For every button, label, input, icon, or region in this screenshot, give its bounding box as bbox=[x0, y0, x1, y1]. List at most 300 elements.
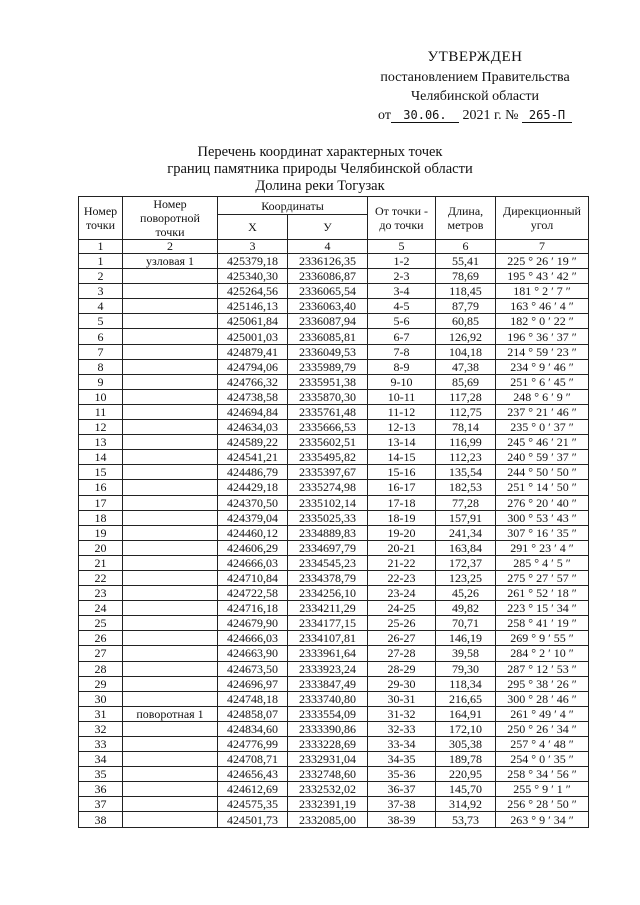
y-cell: 2334545,23 bbox=[288, 555, 368, 570]
length-cell: 45,26 bbox=[436, 586, 496, 601]
length-cell: 123,25 bbox=[436, 570, 496, 585]
resolution-number: 265-П bbox=[522, 108, 572, 123]
x-cell: 424429,18 bbox=[218, 480, 288, 495]
angle-cell: 285 ° 4 ′ 5 ″ bbox=[496, 555, 589, 570]
segment-cell: 38-39 bbox=[368, 812, 436, 827]
table-row bbox=[79, 797, 589, 812]
header-angle: Дирекционный угол bbox=[496, 197, 589, 240]
angle-cell: 251 ° 14 ′ 50 ″ bbox=[496, 480, 589, 495]
x-cell: 424776,99 bbox=[218, 737, 288, 752]
length-cell: 220,95 bbox=[436, 767, 496, 782]
x-cell: 425001,03 bbox=[218, 329, 288, 344]
turn-point-cell: поворотная 1 bbox=[123, 706, 218, 721]
angle-cell: 295 ° 38 ′ 26 ″ bbox=[496, 676, 589, 691]
x-cell: 424486,79 bbox=[218, 465, 288, 480]
x-cell: 424666,03 bbox=[218, 631, 288, 646]
point-no-cell: 28 bbox=[79, 661, 123, 676]
table-row bbox=[79, 782, 589, 797]
column-number: 5 bbox=[368, 240, 436, 254]
header-turn-point: Номер поворотной точки bbox=[123, 197, 218, 240]
point-no-cell: 17 bbox=[79, 495, 123, 510]
point-no-cell: 34 bbox=[79, 752, 123, 767]
length-cell: 145,70 bbox=[436, 782, 496, 797]
segment-cell: 15-16 bbox=[368, 465, 436, 480]
angle-cell: 300 ° 53 ′ 43 ″ bbox=[496, 510, 589, 525]
x-cell: 424673,50 bbox=[218, 661, 288, 676]
angle-cell: 240 ° 59 ′ 37 ″ bbox=[496, 450, 589, 465]
point-no-cell: 16 bbox=[79, 480, 123, 495]
point-no-cell: 10 bbox=[79, 389, 123, 404]
column-number: 2 bbox=[123, 240, 218, 254]
turn-point-cell bbox=[123, 525, 218, 540]
y-cell: 2332931,04 bbox=[288, 752, 368, 767]
point-no-cell: 11 bbox=[79, 404, 123, 419]
length-cell: 77,28 bbox=[436, 495, 496, 510]
point-no-cell: 4 bbox=[79, 299, 123, 314]
point-no-cell: 29 bbox=[79, 676, 123, 691]
segment-cell: 28-29 bbox=[368, 661, 436, 676]
table-row bbox=[79, 404, 589, 419]
segment-cell: 37-38 bbox=[368, 797, 436, 812]
point-no-cell: 24 bbox=[79, 601, 123, 616]
x-cell: 424606,29 bbox=[218, 540, 288, 555]
length-cell: 47,38 bbox=[436, 359, 496, 374]
length-cell: 104,18 bbox=[436, 344, 496, 359]
x-cell: 424460,12 bbox=[218, 525, 288, 540]
turn-point-cell bbox=[123, 631, 218, 646]
turn-point-cell bbox=[123, 480, 218, 495]
angle-cell: 291 ° 23 ′ 4 ″ bbox=[496, 540, 589, 555]
angle-cell: 254 ° 0 ′ 35 ″ bbox=[496, 752, 589, 767]
x-cell: 424738,58 bbox=[218, 389, 288, 404]
x-cell: 425264,56 bbox=[218, 284, 288, 299]
point-no-cell: 23 bbox=[79, 586, 123, 601]
angle-cell: 163 ° 46 ′ 4 ″ bbox=[496, 299, 589, 314]
y-cell: 2336085,81 bbox=[288, 329, 368, 344]
y-cell: 2332085,00 bbox=[288, 812, 368, 827]
segment-cell: 11-12 bbox=[368, 404, 436, 419]
turn-point-cell bbox=[123, 299, 218, 314]
x-cell: 424748,18 bbox=[218, 691, 288, 706]
segment-cell: 3-4 bbox=[368, 284, 436, 299]
segment-cell: 22-23 bbox=[368, 570, 436, 585]
length-cell: 216,65 bbox=[436, 691, 496, 706]
segment-cell: 12-13 bbox=[368, 420, 436, 435]
point-no-cell: 38 bbox=[79, 812, 123, 827]
y-cell: 2332748,60 bbox=[288, 767, 368, 782]
header-length: Длина, метров bbox=[436, 197, 496, 240]
table-row bbox=[79, 269, 589, 284]
table-row bbox=[79, 631, 589, 646]
y-cell: 2336065,54 bbox=[288, 284, 368, 299]
table-row bbox=[79, 661, 589, 676]
y-cell: 2333390,86 bbox=[288, 721, 368, 736]
turn-point-cell bbox=[123, 797, 218, 812]
x-cell: 424679,90 bbox=[218, 616, 288, 631]
y-cell: 2336126,35 bbox=[288, 254, 368, 269]
length-cell: 85,69 bbox=[436, 374, 496, 389]
length-cell: 70,71 bbox=[436, 616, 496, 631]
table-row bbox=[79, 465, 589, 480]
turn-point-cell bbox=[123, 752, 218, 767]
angle-cell: 251 ° 6 ′ 45 ″ bbox=[496, 374, 589, 389]
x-cell: 424710,84 bbox=[218, 570, 288, 585]
point-no-cell: 37 bbox=[79, 797, 123, 812]
turn-point-cell bbox=[123, 721, 218, 736]
segment-cell: 7-8 bbox=[368, 344, 436, 359]
header-x: X bbox=[218, 215, 288, 240]
angle-cell: 258 ° 41 ′ 19 ″ bbox=[496, 616, 589, 631]
table-row bbox=[79, 254, 589, 269]
turn-point-cell bbox=[123, 329, 218, 344]
segment-cell: 33-34 bbox=[368, 737, 436, 752]
y-cell: 2334211,29 bbox=[288, 601, 368, 616]
point-no-cell: 3 bbox=[79, 284, 123, 299]
point-no-cell: 7 bbox=[79, 344, 123, 359]
point-no-cell: 6 bbox=[79, 329, 123, 344]
length-cell: 146,19 bbox=[436, 631, 496, 646]
segment-cell: 9-10 bbox=[368, 374, 436, 389]
angle-cell: 196 ° 36 ′ 37 ″ bbox=[496, 329, 589, 344]
heading-line-3: Долина реки Тогузак bbox=[255, 178, 385, 194]
point-no-cell: 8 bbox=[79, 359, 123, 374]
x-cell: 424370,50 bbox=[218, 495, 288, 510]
turn-point-cell bbox=[123, 812, 218, 827]
point-no-cell: 31 bbox=[79, 706, 123, 721]
angle-cell: 225 ° 26 ′ 19 ″ bbox=[496, 254, 589, 269]
table-row bbox=[79, 601, 589, 616]
turn-point-cell bbox=[123, 767, 218, 782]
point-no-cell: 1 bbox=[79, 254, 123, 269]
point-no-cell: 12 bbox=[79, 420, 123, 435]
segment-cell: 35-36 bbox=[368, 767, 436, 782]
length-cell: 60,85 bbox=[436, 314, 496, 329]
turn-point-cell bbox=[123, 435, 218, 450]
point-no-cell: 18 bbox=[79, 510, 123, 525]
segment-cell: 6-7 bbox=[368, 329, 436, 344]
table-row bbox=[79, 344, 589, 359]
y-cell: 2335495,82 bbox=[288, 450, 368, 465]
table-row bbox=[79, 706, 589, 721]
y-cell: 2333740,80 bbox=[288, 691, 368, 706]
table-row bbox=[79, 359, 589, 374]
y-cell: 2335025,33 bbox=[288, 510, 368, 525]
y-cell: 2333847,49 bbox=[288, 676, 368, 691]
angle-cell: 237 ° 21 ′ 46 ″ bbox=[496, 404, 589, 419]
segment-cell: 21-22 bbox=[368, 555, 436, 570]
approval-block bbox=[350, 48, 600, 125]
turn-point-cell bbox=[123, 782, 218, 797]
length-cell: 314,92 bbox=[436, 797, 496, 812]
angle-cell: 182 ° 0 ′ 22 ″ bbox=[496, 314, 589, 329]
turn-point-cell bbox=[123, 646, 218, 661]
table-row bbox=[79, 435, 589, 450]
angle-cell: 245 ° 46 ′ 21 ″ bbox=[496, 435, 589, 450]
length-cell: 163,84 bbox=[436, 540, 496, 555]
table-row bbox=[79, 374, 589, 389]
x-cell: 425146,13 bbox=[218, 299, 288, 314]
angle-cell: 195 ° 43 ′ 42 ″ bbox=[496, 269, 589, 284]
y-cell: 2334378,79 bbox=[288, 570, 368, 585]
table-row bbox=[79, 299, 589, 314]
point-no-cell: 13 bbox=[79, 435, 123, 450]
angle-cell: 307 ° 16 ′ 35 ″ bbox=[496, 525, 589, 540]
y-cell: 2332532,02 bbox=[288, 782, 368, 797]
year-text: 2021 г. № bbox=[462, 108, 519, 123]
y-cell: 2334256,10 bbox=[288, 586, 368, 601]
angle-cell: 300 ° 28 ′ 46 ″ bbox=[496, 691, 589, 706]
angle-cell: 234 ° 9 ′ 46 ″ bbox=[496, 359, 589, 374]
x-cell: 424541,21 bbox=[218, 450, 288, 465]
length-cell: 135,54 bbox=[436, 465, 496, 480]
turn-point-cell bbox=[123, 269, 218, 284]
table-row bbox=[79, 616, 589, 631]
turn-point-cell bbox=[123, 404, 218, 419]
turn-point-cell bbox=[123, 586, 218, 601]
point-no-cell: 25 bbox=[79, 616, 123, 631]
segment-cell: 8-9 bbox=[368, 359, 436, 374]
segment-cell: 4-5 bbox=[368, 299, 436, 314]
angle-cell: 287 ° 12 ′ 53 ″ bbox=[496, 661, 589, 676]
turn-point-cell bbox=[123, 420, 218, 435]
x-cell: 424656,43 bbox=[218, 767, 288, 782]
table-row bbox=[79, 570, 589, 585]
y-cell: 2336049,53 bbox=[288, 344, 368, 359]
point-no-cell: 19 bbox=[79, 525, 123, 540]
table-row bbox=[79, 691, 589, 706]
table-row bbox=[79, 767, 589, 782]
segment-cell: 16-17 bbox=[368, 480, 436, 495]
turn-point-cell bbox=[123, 616, 218, 631]
header-y: У bbox=[288, 215, 368, 240]
point-no-cell: 27 bbox=[79, 646, 123, 661]
x-cell: 424501,73 bbox=[218, 812, 288, 827]
x-cell: 424858,07 bbox=[218, 706, 288, 721]
segment-cell: 2-3 bbox=[368, 269, 436, 284]
angle-cell: 269 ° 9 ′ 55 ″ bbox=[496, 631, 589, 646]
angle-cell: 181 ° 2 ′ 7 ″ bbox=[496, 284, 589, 299]
segment-cell: 14-15 bbox=[368, 450, 436, 465]
turn-point-cell bbox=[123, 389, 218, 404]
turn-point-cell bbox=[123, 344, 218, 359]
point-no-cell: 21 bbox=[79, 555, 123, 570]
y-cell: 2334107,81 bbox=[288, 631, 368, 646]
length-cell: 112,75 bbox=[436, 404, 496, 419]
column-number: 1 bbox=[79, 240, 123, 254]
table-body bbox=[79, 254, 589, 828]
x-cell: 424794,06 bbox=[218, 359, 288, 374]
turn-point-cell bbox=[123, 495, 218, 510]
segment-cell: 23-24 bbox=[368, 586, 436, 601]
angle-cell: 263 ° 9 ′ 34 ″ bbox=[496, 812, 589, 827]
y-cell: 2333228,69 bbox=[288, 737, 368, 752]
segment-cell: 34-35 bbox=[368, 752, 436, 767]
x-cell: 424879,41 bbox=[218, 344, 288, 359]
x-cell: 424722,58 bbox=[218, 586, 288, 601]
column-number-row bbox=[79, 240, 589, 254]
x-cell: 425340,30 bbox=[218, 269, 288, 284]
table-row bbox=[79, 510, 589, 525]
table-row bbox=[79, 540, 589, 555]
length-cell: 49,82 bbox=[436, 601, 496, 616]
point-no-cell: 15 bbox=[79, 465, 123, 480]
length-cell: 55,41 bbox=[436, 254, 496, 269]
table-row bbox=[79, 752, 589, 767]
turn-point-cell: узловая 1 bbox=[123, 254, 218, 269]
length-cell: 117,28 bbox=[436, 389, 496, 404]
length-cell: 79,30 bbox=[436, 661, 496, 676]
x-cell: 425379,18 bbox=[218, 254, 288, 269]
length-cell: 172,10 bbox=[436, 721, 496, 736]
y-cell: 2335602,51 bbox=[288, 435, 368, 450]
angle-cell: 255 ° 9 ′ 1 ″ bbox=[496, 782, 589, 797]
length-cell: 189,78 bbox=[436, 752, 496, 767]
y-cell: 2335761,48 bbox=[288, 404, 368, 419]
header-point-no: Номер точки bbox=[79, 197, 123, 240]
table-row bbox=[79, 721, 589, 736]
length-cell: 39,58 bbox=[436, 646, 496, 661]
y-cell: 2333554,09 bbox=[288, 706, 368, 721]
segment-cell: 24-25 bbox=[368, 601, 436, 616]
turn-point-cell bbox=[123, 601, 218, 616]
length-cell: 78,14 bbox=[436, 420, 496, 435]
y-cell: 2336086,87 bbox=[288, 269, 368, 284]
approval-line-2: Челябинской области bbox=[411, 89, 539, 104]
column-number: 7 bbox=[496, 240, 589, 254]
angle-cell: 276 ° 20 ′ 40 ″ bbox=[496, 495, 589, 510]
length-cell: 53,73 bbox=[436, 812, 496, 827]
x-cell: 424708,71 bbox=[218, 752, 288, 767]
y-cell: 2333923,24 bbox=[288, 661, 368, 676]
turn-point-cell bbox=[123, 450, 218, 465]
angle-cell: 235 ° 0 ′ 37 ″ bbox=[496, 420, 589, 435]
y-cell: 2336063,40 bbox=[288, 299, 368, 314]
y-cell: 2334889,83 bbox=[288, 525, 368, 540]
table-row bbox=[79, 812, 589, 827]
angle-cell: 261 ° 49 ′ 4 ″ bbox=[496, 706, 589, 721]
angle-cell: 250 ° 26 ′ 34 ″ bbox=[496, 721, 589, 736]
turn-point-cell bbox=[123, 570, 218, 585]
length-cell: 112,23 bbox=[436, 450, 496, 465]
angle-cell: 275 ° 27 ′ 57 ″ bbox=[496, 570, 589, 585]
table-row bbox=[79, 389, 589, 404]
length-cell: 116,99 bbox=[436, 435, 496, 450]
y-cell: 2335274,98 bbox=[288, 480, 368, 495]
length-cell: 157,91 bbox=[436, 510, 496, 525]
length-cell: 182,53 bbox=[436, 480, 496, 495]
table-row bbox=[79, 495, 589, 510]
segment-cell: 27-28 bbox=[368, 646, 436, 661]
date-value: 30.06. bbox=[391, 108, 459, 123]
segment-cell: 1-2 bbox=[368, 254, 436, 269]
angle-cell: 223 ° 15 ′ 34 ″ bbox=[496, 601, 589, 616]
segment-cell: 13-14 bbox=[368, 435, 436, 450]
approval-line-1: постановлением Правительства bbox=[380, 70, 570, 85]
column-number: 6 bbox=[436, 240, 496, 254]
point-no-cell: 35 bbox=[79, 767, 123, 782]
segment-cell: 31-32 bbox=[368, 706, 436, 721]
table-row bbox=[79, 314, 589, 329]
point-no-cell: 30 bbox=[79, 691, 123, 706]
x-cell: 424834,60 bbox=[218, 721, 288, 736]
turn-point-cell bbox=[123, 359, 218, 374]
segment-cell: 19-20 bbox=[368, 525, 436, 540]
x-cell: 424575,35 bbox=[218, 797, 288, 812]
point-no-cell: 32 bbox=[79, 721, 123, 736]
segment-cell: 5-6 bbox=[368, 314, 436, 329]
point-no-cell: 22 bbox=[79, 570, 123, 585]
y-cell: 2336087,94 bbox=[288, 314, 368, 329]
y-cell: 2335397,67 bbox=[288, 465, 368, 480]
point-no-cell: 36 bbox=[79, 782, 123, 797]
segment-cell: 30-31 bbox=[368, 691, 436, 706]
segment-cell: 10-11 bbox=[368, 389, 436, 404]
length-cell: 126,92 bbox=[436, 329, 496, 344]
segment-cell: 29-30 bbox=[368, 676, 436, 691]
angle-cell: 256 ° 28 ′ 50 ″ bbox=[496, 797, 589, 812]
turn-point-cell bbox=[123, 555, 218, 570]
turn-point-cell bbox=[123, 374, 218, 389]
point-no-cell: 9 bbox=[79, 374, 123, 389]
angle-cell: 248 ° 6 ′ 9 ″ bbox=[496, 389, 589, 404]
document-heading bbox=[0, 144, 640, 195]
turn-point-cell bbox=[123, 540, 218, 555]
segment-cell: 26-27 bbox=[368, 631, 436, 646]
approval-date-line bbox=[350, 106, 600, 125]
approval-title: УТВЕРЖДЕН bbox=[427, 49, 523, 65]
turn-point-cell bbox=[123, 465, 218, 480]
y-cell: 2333961,64 bbox=[288, 646, 368, 661]
segment-cell: 18-19 bbox=[368, 510, 436, 525]
angle-cell: 261 ° 52 ′ 18 ″ bbox=[496, 586, 589, 601]
point-no-cell: 2 bbox=[79, 269, 123, 284]
angle-cell: 214 ° 59 ′ 23 ″ bbox=[496, 344, 589, 359]
segment-cell: 36-37 bbox=[368, 782, 436, 797]
y-cell: 2332391,19 bbox=[288, 797, 368, 812]
column-number: 3 bbox=[218, 240, 288, 254]
length-cell: 164,91 bbox=[436, 706, 496, 721]
y-cell: 2335102,14 bbox=[288, 495, 368, 510]
length-cell: 118,34 bbox=[436, 676, 496, 691]
table-row bbox=[79, 525, 589, 540]
table-row bbox=[79, 284, 589, 299]
table-row bbox=[79, 676, 589, 691]
length-cell: 87,79 bbox=[436, 299, 496, 314]
y-cell: 2334697,79 bbox=[288, 540, 368, 555]
heading-line-1: Перечень координат характерных точек bbox=[197, 144, 443, 160]
header-from-to: От точки - до точки bbox=[368, 197, 436, 240]
turn-point-cell bbox=[123, 676, 218, 691]
x-cell: 424766,32 bbox=[218, 374, 288, 389]
x-cell: 424634,03 bbox=[218, 420, 288, 435]
x-cell: 424716,18 bbox=[218, 601, 288, 616]
turn-point-cell bbox=[123, 737, 218, 752]
turn-point-cell bbox=[123, 691, 218, 706]
point-no-cell: 33 bbox=[79, 737, 123, 752]
segment-cell: 17-18 bbox=[368, 495, 436, 510]
point-no-cell: 14 bbox=[79, 450, 123, 465]
column-number: 4 bbox=[288, 240, 368, 254]
table-row bbox=[79, 555, 589, 570]
table-row bbox=[79, 646, 589, 661]
angle-cell: 257 ° 4 ′ 48 ″ bbox=[496, 737, 589, 752]
table-row bbox=[79, 450, 589, 465]
segment-cell: 20-21 bbox=[368, 540, 436, 555]
x-cell: 424589,22 bbox=[218, 435, 288, 450]
date-prefix: от bbox=[378, 108, 391, 123]
table-row bbox=[79, 737, 589, 752]
x-cell: 424696,97 bbox=[218, 676, 288, 691]
